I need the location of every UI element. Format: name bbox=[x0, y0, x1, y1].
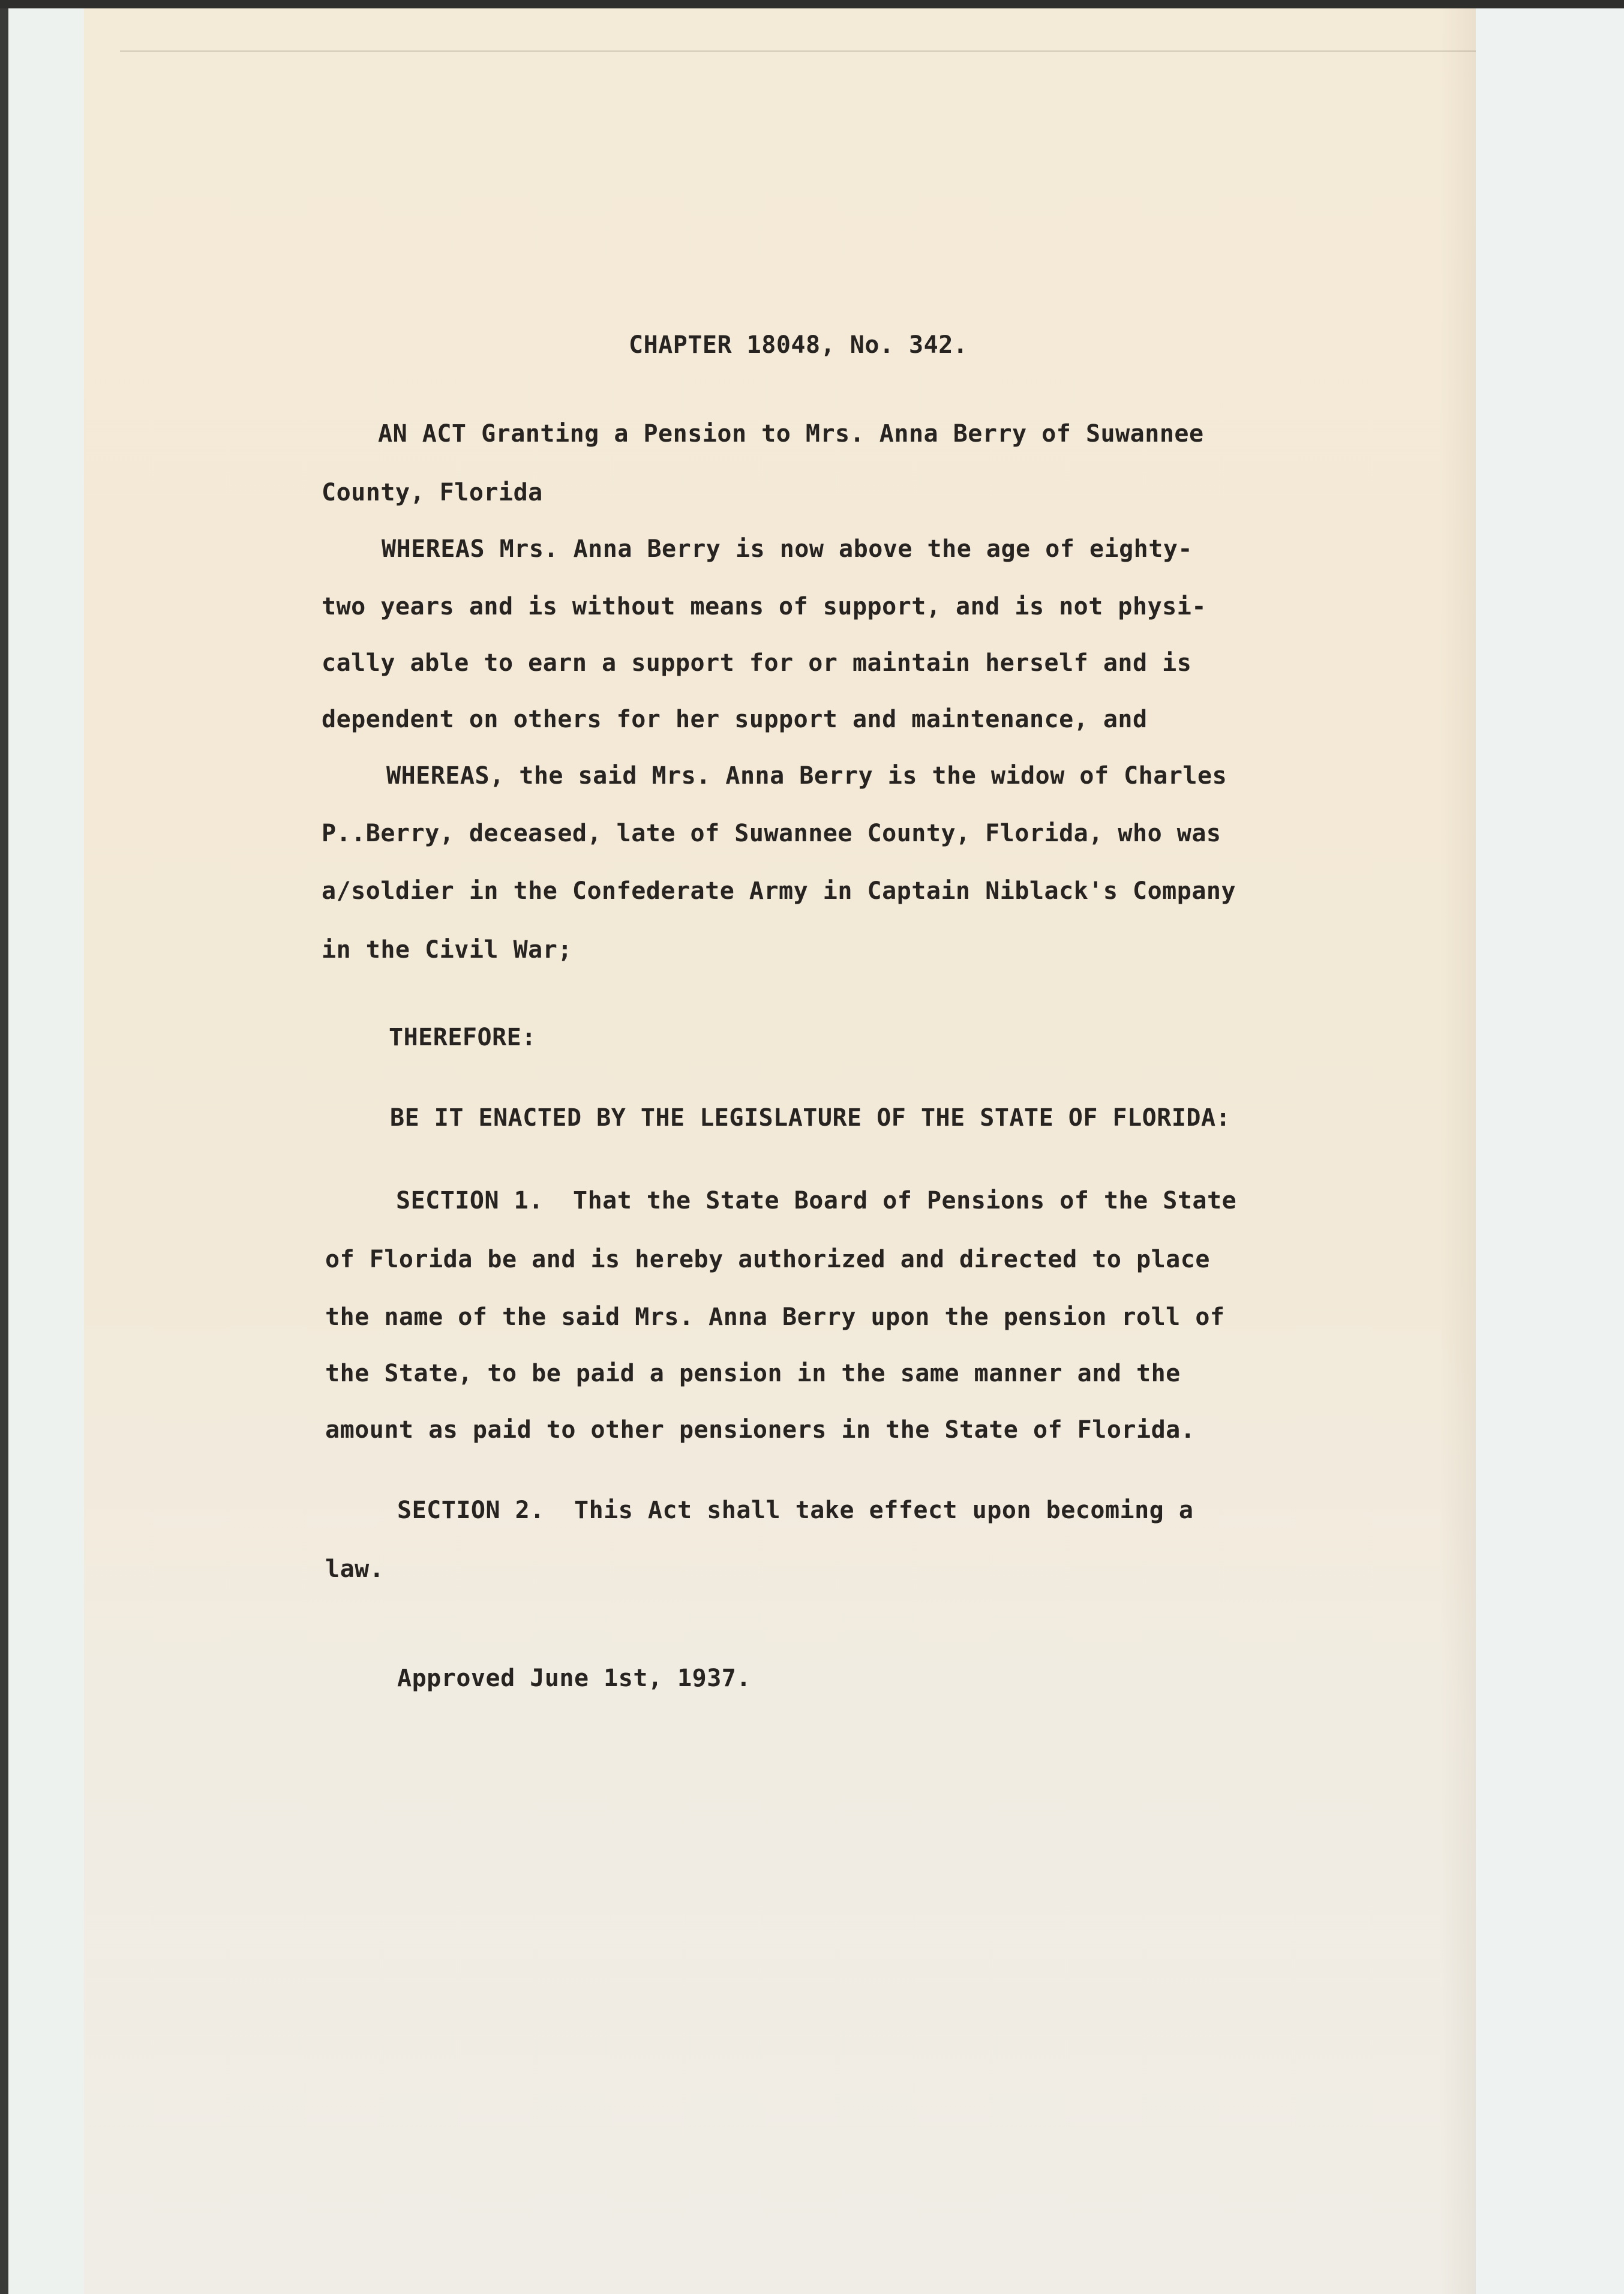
section-2-line: SECTION 2. This Act shall take effect upon becoming a bbox=[397, 1497, 1194, 1524]
section-1-line: amount as paid to other pensioners in the State of Florida. bbox=[325, 1416, 1196, 1444]
act-title-line: AN ACT Granting a Pension to Mrs. Anna Berry of Suwannee bbox=[378, 420, 1204, 448]
typed-document-page bbox=[84, 8, 1476, 2294]
scanner-left-edge bbox=[0, 0, 8, 2294]
section-1-line: the State, to be paid a pension in the same manner and the bbox=[325, 1360, 1181, 1387]
section-1-line: SECTION 1. That the State Board of Pensions of the State bbox=[396, 1187, 1237, 1215]
paper-fold-line bbox=[120, 50, 1476, 52]
scanner-background bbox=[1476, 8, 1624, 2294]
paper-edge-shadow bbox=[1440, 8, 1476, 2294]
act-title-line: County, Florida bbox=[322, 479, 543, 506]
section-1-line: of Florida be and is hereby authorized and directed to place bbox=[325, 1246, 1210, 1273]
section-1-line: the name of the said Mrs. Anna Berry upon the pension roll of bbox=[325, 1303, 1225, 1331]
whereas-clause-line: a/soldier in the Confederate Army in Captain Niblack's Company bbox=[322, 877, 1236, 905]
scanner-top-edge bbox=[0, 0, 1624, 8]
whereas-clause-line: two years and is without means of support, and is not physi- bbox=[322, 593, 1206, 620]
enacting-clause: BE IT ENACTED BY THE LEGISLATURE OF THE STATE OF FLORIDA: bbox=[390, 1104, 1231, 1132]
therefore-line: THEREFORE: bbox=[389, 1024, 536, 1051]
whereas-clause-line: WHEREAS Mrs. Anna Berry is now above the age of eighty- bbox=[382, 535, 1193, 563]
whereas-clause-line: WHEREAS, the said Mrs. Anna Berry is the widow of Charles bbox=[386, 762, 1227, 790]
whereas-clause-line: cally able to earn a support for or maintain herself and is bbox=[322, 649, 1192, 677]
whereas-clause-line: P..Berry, deceased, late of Suwannee County, Florida, who was bbox=[322, 820, 1221, 847]
whereas-clause-line: in the Civil War; bbox=[322, 936, 572, 964]
section-2-line: law. bbox=[325, 1555, 385, 1583]
approval-date: Approved June 1st, 1937. bbox=[397, 1665, 751, 1692]
chapter-heading: CHAPTER 18048, No. 342. bbox=[629, 331, 968, 359]
whereas-clause-line: dependent on others for her support and maintenance, and bbox=[322, 706, 1148, 733]
